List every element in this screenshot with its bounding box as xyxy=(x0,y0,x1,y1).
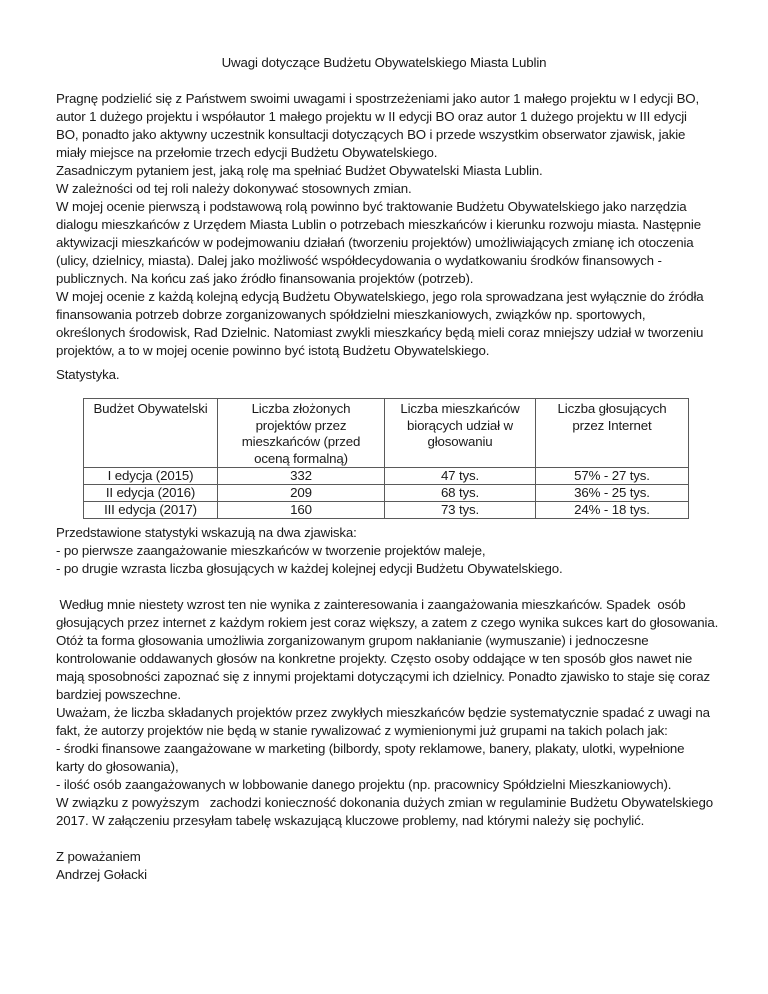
paragraph-opinion xyxy=(56,596,719,704)
paragraph-assessment xyxy=(56,288,716,360)
text-line: - po drugie wzrasta liczba głosujących w każdej kolejnej edycji Budżetu Obywatelskiego. xyxy=(56,561,563,576)
text-line: - środki finansowe zaangażowane w marketing (bilbordy, spoty reklamowe, banery, plakaty, ulotki, wypełnione xyxy=(56,741,685,756)
text-line: (ulicy, dzielnicy, miasta). Dalej jako możliwość współdecydowania o wydatkowaniu środków finansowych - xyxy=(56,253,662,268)
text-line: W mojej ocenie z każdą kolejną edycją Budżetu Obywatelskiego, jego rola sprowadzana jest wyłącznie do źródła xyxy=(56,289,704,304)
text-line: Statystyka. xyxy=(56,367,120,382)
header-projects-submitted: Liczba złożonych projektów przez mieszkańców (przed oceną formalną) xyxy=(218,399,385,468)
text-line: finansowania potrzeb dobrze zorganizowanych spółdzielni mieszkaniowych, związków np. sportowych, xyxy=(56,307,646,322)
text-line: Przedstawione statystyki wskazują na dwa zjawiska: xyxy=(56,525,357,540)
text-line: kontrolowanie oddawanych głosów na konkretne projekty. Często osoby oddające w ten sposób głos nawet nie xyxy=(56,651,693,666)
text-line: Uważam, że liczba składanych projektów przez zwykłych mieszkańców będzie systematycznie spadać z uwagi na xyxy=(56,705,710,720)
text-line: - po pierwsze zaangażowanie mieszkańców w tworzenie projektów maleje, xyxy=(56,543,486,558)
text-line: W związku z powyższym zachodzi konieczność dokonania dużych zmian w regulaminie Budżetu Obywatelskiego xyxy=(56,795,713,810)
document-title: Uwagi dotyczące Budżetu Obywatelskiego Miasta Lublin xyxy=(221,55,547,70)
text-line: określonych środowisk, Rad Dzielnic. Natomiast zwykli mieszkańcy będą mieli coraz mniejszy udział w tworzeniu xyxy=(56,325,704,340)
table-row xyxy=(84,502,689,519)
cell-voters: 68 tys. xyxy=(385,485,536,502)
cell-projects: 209 xyxy=(218,485,385,502)
text-line: autor 1 dużego projektu i współautor 1 małego projektu w II edycji BO oraz autor 1 dużego projektu w III edycji xyxy=(56,109,687,124)
text-line: miały miejsce na przełomie trzech edycji Budżetu Obywatelskiego. xyxy=(56,145,438,160)
text-line: bardziej powszechne. xyxy=(56,687,181,702)
text-line: dialogu mieszkańców z Urzędem Miasta Lublin o potrzebach mieszkańców i kierunku rozwoju miasta. Następnie xyxy=(56,217,701,232)
cell-projects: 332 xyxy=(218,468,385,485)
cell-edition: I edycja (2015) xyxy=(84,468,218,485)
statistics-table xyxy=(83,398,689,519)
text-line: głosujących przez internet z każdym rokiem jest coraz większy, a zatem z czego wynika sukces kart do głosowania. xyxy=(56,615,719,630)
text-line: fakt, że autorzy projektów nie będą w stanie rywalizować z wymienionymi już grupami na takich polach jak: xyxy=(56,723,668,738)
paragraph-conclusion xyxy=(56,794,716,830)
table-row xyxy=(84,468,689,485)
cell-projects: 160 xyxy=(218,502,385,519)
text-line: Otóż ta forma głosowania umożliwia zorganizowanym grupom nakłanianie (wymuszanie) i jednoczesne xyxy=(56,633,649,648)
table-header-row xyxy=(84,399,689,468)
text-line: karty do głosowania), xyxy=(56,759,179,774)
cell-voters: 47 tys. xyxy=(385,468,536,485)
author-name: Andrzej Gołacki xyxy=(56,867,147,882)
text-line: BO, ponadto jako aktywny uczestnik konsultacji dotyczących BO i przede wszystkim obserwator zjawisk, jakie xyxy=(56,127,686,142)
cell-internet-voters: 36% - 25 tys. xyxy=(536,485,689,502)
header-budget-edition: Budżet Obywatelski xyxy=(84,399,218,468)
text-line: Według mnie niestety wzrost ten nie wynika z zainteresowania i zaangażowania mieszkańców. Spadek osób xyxy=(56,597,686,612)
text-line: 2017. W załączeniu przesyłam tabelę wskazującą kluczowe problemy, nad którymi należy się pochylić. xyxy=(56,813,645,828)
paragraph-role xyxy=(56,162,716,288)
paragraph-forecast xyxy=(56,704,716,794)
cell-internet-voters: 57% - 27 tys. xyxy=(536,468,689,485)
paragraph-phenomena xyxy=(56,524,716,578)
text-line: W mojej ocenie pierwszą i podstawową rolą powinno być traktowanie Budżetu Obywatelskiego jako narzędzia xyxy=(56,199,687,214)
text-line: Pragnę podzielić się z Państwem swoimi uwagami i spostrzeżeniami jako autor 1 małego projektu w I edycji BO, xyxy=(56,91,700,106)
text-line: mają sposobności zapoznać się z innymi projektami dotyczącymi ich dzielnicy. Ponadto zjawisko to staje się coraz xyxy=(56,669,711,684)
cell-internet-voters: 24% - 18 tys. xyxy=(536,502,689,519)
text-line: projektów, a to w mojej ocenie powinno być istotą Budżetu Obywatelskiego. xyxy=(56,343,490,358)
cell-edition: II edycja (2016) xyxy=(84,485,218,502)
text-line: Zasadniczym pytaniem jest, jaką rolę ma spełniać Budżet Obywatelski Miasta Lublin. xyxy=(56,163,543,178)
text-line: W zależności od tej roli należy dokonywać stosownych zmian. xyxy=(56,181,412,196)
header-voters-count: Liczba mieszkańców biorących udział w głosowaniu xyxy=(385,399,536,468)
closing-salutation: Z poważaniem xyxy=(56,849,141,864)
text-line: publicznych. Na końcu zaś jako źródło finansowania projektów (potrzeb). xyxy=(56,271,474,286)
paragraph-intro xyxy=(56,90,716,162)
cell-edition: III edycja (2017) xyxy=(84,502,218,519)
header-internet-voters: Liczba głosujących przez Internet xyxy=(536,399,689,468)
text-line: aktywizacji mieszkańców w podejmowaniu działań (tworzeniu projektów) umożliwiających zmianę ich otoczenia xyxy=(56,235,694,250)
cell-voters: 73 tys. xyxy=(385,502,536,519)
text-line: - ilość osób zaangażowanych w lobbowanie danego projektu (np. pracownicy Spółdzielni Mieszkaniowych). xyxy=(56,777,672,792)
signature-block xyxy=(56,848,716,884)
stats-heading xyxy=(56,366,716,384)
table-row xyxy=(84,485,689,502)
